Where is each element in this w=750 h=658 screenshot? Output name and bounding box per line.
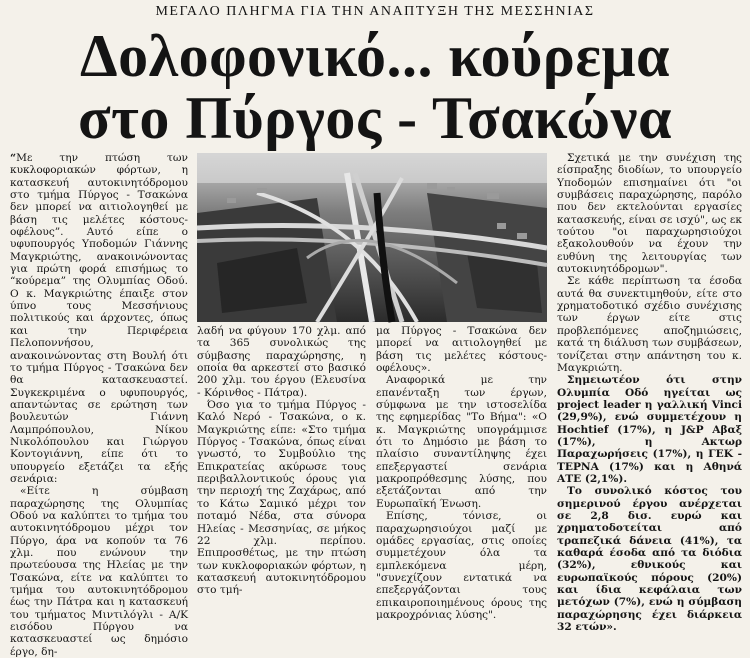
article-paragraph: Αναφορικά με την επανένταξη των έργων, σύμφωνα με την ιστοσελίδα της εφημερίδας "Το Βήμα": «Ο κ. Μαγκριώτης υπογράμμισε ότι το Δημόσιο με βάση το πλαίσιο συναντίληψης έχει επεξεργαστεί σενάρια μακροπρόθεσμης λύσης, που εξετάζονται από την Ευρωπαϊκή Ένωση. xyxy=(376,374,547,510)
article-paragraph: “Με την πτώση των κυκλοφοριακών φόρτων, η κατασκευή αυτοκινητόδρομου στο τμήμα Πύργος - Τσακώνα δεν μπορεί να αιτιολογηθεί με βάση τις μελέτες κόστους-οφέλους”. Αυτό είπε ο υφυπουργός Υποδομών Γιάννης Μαγκριώτης, ανακοινώνοντας για πρώτη φορά επισήμως το “κούρεμα” της Ολυμπίας Οδού. Ο κ. Μαγκριώτης έπαιξε στον ύπνο τους Μεσσήνιους πολιτικούς και άρχοντες, όπως και την Περιφέρεια Πελοποννήσου, ανακοινώνοντας στη Βουλή ότι το τμήμα Πύργος - Τσακώνα δεν θα κατασκευαστεί. Συγκεκριμένα ο υφυπουργός, απαντώντας σε ερώτηση των βουλευτών Γιάννη Λαμπρόπουλου, Νίκου Νικολόπουλου και Γιώργου Κοντογιάννη, είπε ότι το υπουργείο εξετάζει τα εξής σενάρια: xyxy=(10,152,188,485)
article-paragraph: μα Πύργος - Τσακώνα δεν μπορεί να αιτιολογηθεί με βάση τις μελέτες κόστους-οφέλους». xyxy=(376,325,547,375)
headline-line-2: στο Πύργος - Τσακώνα xyxy=(78,85,672,151)
headline-line-1: Δολοφονικό... κούρεμα xyxy=(80,23,670,89)
article-column-2 xyxy=(197,325,366,597)
article-paragraph: Σε κάθε περίπτωση τα έσοδα αυτά θα συνεκτιμηθούν, είτε στο χρηματοδοτικό σχέδιο συνέχισης των έργων είτε στις προβλεπόμενες αποζημιώσεις, κατά τη διάλυση των συμβάσεων, τονίζεται στην απάντηση του κ. Μαγκριώτη. xyxy=(557,275,742,374)
article-paragraph: Σημειωτέον ότι στην Ολυμπία Οδό ηγείται ως project leader η γαλλική Vinci (29,9%), ενώ συμμετέχουν η Hochtief (17%), η J&P Αβαξ (17%), η Ακτωρ Παραχωρήσεις (17%), η ΓΕΚ - ΤΕΡΝΑ (17%) και η Αθηνά ΑΤΕ (2,1%). xyxy=(557,374,742,485)
article-paragraph: Επίσης, τόνισε, οι παραχωρησιούχοι μαζί με ομάδες εργασίας, στις οποίες συμμετέχουν όλα τα εμπλεκόμενα μέρη, "συνεχίζουν εντατικά να επεξεργάζονται τους επικαιροποιημένους όρους της μακροχρόνιας λύσης". xyxy=(376,510,547,621)
highway-interchange-photo xyxy=(197,153,547,322)
article-column-3 xyxy=(376,325,547,621)
article-paragraph: Όσο για το τμήμα Πύργος - Καλό Νερό - Τσακώνα, ο κ. Μαγκριώτης είπε: «Στο τμήμα Πύργος - Τσακώνα, όπως είναι γνωστό, το Συμβούλιο της Επικρατείας ακύρωσε τους περιβαλλοντικούς όρους για την περιοχή της Ζαχάρως, από το Κάτω Σαμικό μέχρι τον ποταμό Νέδα, στα σύνορα Ηλείας - Μεσσηνίας, σε μήκος 22 χλμ. περίπου. Επιπροσθέτως, με την πτώση των κυκλοφοριακών φόρτων, η κατασκευή αυτοκινητόδρομου στο τμή- xyxy=(197,399,366,597)
article-column-4 xyxy=(557,152,742,634)
article-paragraph: Το συνολικό κόστος του σημερινού έργου ανέρχεται σε 2,8 δισ. ευρώ και χρηματοδοτείται από τραπεζικά δάνεια (41%), τα καθαρά έσοδα από τα διόδια (32%), εθνικούς και ευρωπαϊκούς πόρους (20%) και ίδια κεφάλαια των μετόχων (7%), ενώ η σύμβαση παραχώρησης έχει διάρκεια 32 ετών». xyxy=(557,485,742,634)
opening-quote-mark: “ xyxy=(10,152,17,164)
article-paragraph: «Είτε η σύμβαση παραχώρησης της Ολυμπίας Οδού να καλύπτει το τμήμα του αυτοκινητόδρομου μέχρι τον Πύργο, άρα να κοπούν τα 76 χλμ. που ενώνουν την πρωτεύουσα της Ηλείας με την Τσακώνα, είτε να καλύπτει το τμήμα του αυτοκινητόδρομου έως την Πάτρα και η κατασκευή του τμήματος Μιντιλόγλι - Α/Κ εισόδου Πύργου να κατασκευαστεί ως δημόσιο έργο, δη- xyxy=(10,485,188,658)
article-column-1 xyxy=(10,152,188,658)
article-paragraph: λαδή να φύγουν 170 χλμ. από τα 365 συνολικώς της σύμβασης παραχώρησης, η οποία θα αρκεστεί στο βασικό 200 χλμ. του έργου (Ελευσίνα - Κόρινθος - Πάτρα). xyxy=(197,325,366,399)
article-paragraph: Σχετικά με την συνέχιση της είσπραξης διοδίων, το υπουργείο Υποδομών επισημαίνει ότι "οι συμβάσεις παραχώρησης, παρόλο που δεν εκτελούνται εργασίες κατασκευής, είναι σε ισχύ", ως εκ τούτου "οι παραχωρησιούχοι εξακολουθούν να έχουν την ευθύνη της λειτουργίας των αυτοκινητόδρομων". xyxy=(557,152,742,276)
kicker: ΜΕΓΑΛΟ ΠΛΗΓΜΑ ΓΙΑ ΤΗΝ ΑΝΑΠΤΥΞΗ ΤΗΣ ΜΕΣΣΗΝΙΑΣ xyxy=(155,4,595,19)
